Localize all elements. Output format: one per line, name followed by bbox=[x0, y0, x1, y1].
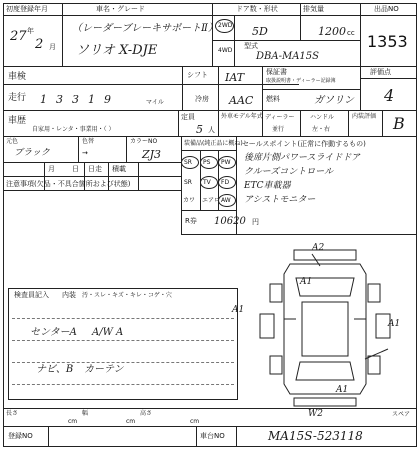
table-header-month: 月 bbox=[48, 165, 55, 173]
note-text: ナビ、B bbox=[36, 364, 74, 375]
score-value: 4 bbox=[384, 86, 395, 105]
divider bbox=[3, 15, 62, 16]
divider bbox=[62, 15, 212, 16]
divider bbox=[212, 3, 213, 66]
length-label: 長さ bbox=[6, 410, 19, 417]
front-bumper bbox=[294, 250, 356, 260]
damage-mark: W2 bbox=[308, 409, 323, 419]
note-text: カーテン bbox=[84, 364, 124, 375]
divider bbox=[62, 3, 63, 66]
equip-fd: FD bbox=[221, 179, 230, 186]
color-change-arrow: → bbox=[82, 149, 88, 157]
model-line: ソリオ X-DJE bbox=[76, 43, 158, 58]
note-text: A/W A bbox=[92, 327, 124, 338]
warranty-sub: 取扱説明書・ディーラー記録簿 bbox=[266, 78, 336, 84]
divider bbox=[181, 150, 236, 151]
drive-2wd: 2WD bbox=[218, 22, 233, 29]
damage-mark: A1 bbox=[232, 305, 245, 315]
equip-tv: TV bbox=[203, 179, 211, 186]
interior-notes-label: 内装 bbox=[62, 291, 76, 299]
inspection-label: 車検 bbox=[8, 72, 27, 82]
spare-label: スペア bbox=[392, 411, 411, 418]
height-unit: cm bbox=[190, 418, 200, 425]
table-header-run: 日走 bbox=[88, 165, 102, 173]
car-damage-diagram bbox=[250, 244, 400, 412]
shift-label: シフト bbox=[187, 71, 208, 79]
wheel-rear-right bbox=[368, 356, 380, 374]
chassis-value: MA15S-523118 bbox=[268, 429, 363, 443]
wheel-front-left bbox=[270, 284, 282, 302]
divider bbox=[3, 136, 417, 137]
sales-point-line: ETC車載器 bbox=[244, 181, 291, 191]
equip-mark bbox=[200, 176, 218, 189]
score-label: 評価点 bbox=[370, 68, 391, 76]
divider bbox=[218, 110, 219, 136]
car-body-outline bbox=[284, 264, 366, 394]
height-label: 高さ bbox=[140, 410, 153, 417]
month-mark: 月 bbox=[49, 43, 56, 51]
leader-line bbox=[365, 349, 388, 359]
lot-value: 1353 bbox=[367, 32, 408, 51]
grade-line: （レーダーブレーキサポートⅡ） bbox=[72, 23, 218, 34]
equip-pw: PW bbox=[221, 159, 231, 166]
divider bbox=[262, 89, 360, 90]
chassis-label: 車台NO bbox=[200, 432, 225, 440]
divider bbox=[348, 110, 349, 136]
sales-point-line: 後席片側パワースライドドア bbox=[244, 153, 361, 163]
interior-options: 汚・スレ・キズ・キレ・コゲ・穴 bbox=[82, 292, 172, 299]
reg-month-value: 2 bbox=[35, 37, 44, 52]
mileage-unit: マイル bbox=[146, 99, 164, 106]
side-panel-left bbox=[260, 314, 274, 338]
divider bbox=[234, 15, 235, 66]
divider bbox=[182, 66, 183, 110]
divider bbox=[78, 136, 79, 162]
sales-points-title: セールスポイント(正常に作動するもの) bbox=[242, 140, 366, 148]
capacity-label: 定員 bbox=[181, 113, 195, 121]
mileage-label: 走行 bbox=[8, 93, 27, 103]
door-label: ドア数・形状 bbox=[236, 5, 278, 13]
damage-mark: A1 bbox=[336, 385, 349, 395]
car-roof bbox=[302, 302, 348, 356]
width-label: 幅 bbox=[82, 410, 89, 417]
note-line bbox=[12, 362, 234, 363]
equip-sr: SR bbox=[184, 159, 192, 166]
equip-mark bbox=[218, 176, 236, 189]
color-original-label: 元色 bbox=[6, 138, 19, 145]
divider bbox=[218, 66, 219, 110]
divider bbox=[138, 162, 139, 190]
interior-value: B bbox=[393, 114, 405, 133]
color-code-label: カラーNO bbox=[130, 138, 158, 145]
car-name-label: 車名・グレード bbox=[96, 5, 145, 13]
divider bbox=[48, 426, 49, 447]
divider bbox=[3, 176, 181, 177]
divider bbox=[3, 162, 181, 163]
capacity-unit: 人 bbox=[208, 126, 215, 134]
history-options: 自家用・レンタ・事業用・（ ） bbox=[32, 126, 115, 133]
capacity-value: 5 bbox=[196, 123, 203, 136]
handle-sub: 左・右 bbox=[312, 126, 331, 133]
shift-value: IAT bbox=[225, 71, 245, 84]
fuel-value: ガソリン bbox=[314, 95, 354, 106]
drive-4wd: 4WD bbox=[218, 47, 233, 54]
r-ticket-value: 10620 bbox=[214, 216, 246, 227]
equip-mark bbox=[200, 156, 218, 169]
notes-title: 注意事項(欠品・不具合箇所および状態) bbox=[6, 180, 131, 188]
type-value: DBA-MA15S bbox=[256, 51, 320, 62]
dealer-label: ディーラー bbox=[265, 114, 295, 121]
equip-mark bbox=[218, 194, 236, 207]
type-label: 型式 bbox=[244, 42, 258, 50]
r-ticket-label: R券 bbox=[185, 217, 197, 225]
sales-point-line: クルーズコントロール bbox=[244, 167, 334, 177]
displacement-value: 1200 bbox=[318, 25, 346, 38]
equip-aero: エアロ bbox=[202, 197, 221, 204]
note-line bbox=[12, 340, 234, 341]
fuel-label: 燃料 bbox=[266, 95, 280, 103]
reg-year-label: 初度登録年月 bbox=[6, 5, 48, 13]
divider bbox=[262, 66, 263, 110]
reg-no-label: 登録NO bbox=[8, 432, 33, 440]
lot-label: 出品NO bbox=[374, 5, 399, 13]
import-label: 外車モデル年式 bbox=[221, 113, 263, 120]
equip-leather: カワ bbox=[183, 197, 196, 204]
handle-label: ハンドル bbox=[310, 114, 335, 121]
table-header-day: 日 bbox=[72, 165, 79, 173]
divider bbox=[3, 110, 417, 111]
divider bbox=[3, 408, 417, 409]
divider bbox=[360, 66, 361, 110]
divider bbox=[3, 66, 417, 67]
divider bbox=[196, 426, 197, 447]
inspector-label: 検査員記入 bbox=[14, 291, 49, 299]
divider bbox=[360, 78, 417, 79]
divider bbox=[300, 3, 301, 40]
mileage-value: 13319 bbox=[40, 93, 120, 106]
table-header-load: 積載 bbox=[112, 165, 126, 173]
divider bbox=[3, 426, 417, 427]
color-code-value: ZJ3 bbox=[142, 148, 162, 161]
sales-point-line: アシストモニター bbox=[244, 195, 316, 205]
width-unit: cm bbox=[126, 418, 136, 425]
divider bbox=[236, 426, 237, 447]
note-line bbox=[12, 318, 234, 319]
equip-mark bbox=[181, 156, 199, 169]
divider bbox=[360, 3, 361, 66]
warranty-label: 保証書 bbox=[266, 68, 287, 76]
note-line bbox=[12, 384, 234, 385]
divider bbox=[360, 15, 417, 16]
interior-label: 内装評価 bbox=[352, 113, 377, 120]
divider bbox=[3, 190, 181, 191]
equip-ps: PS bbox=[203, 159, 211, 166]
equipment-title: 装備品(純正品に概ね) bbox=[184, 140, 243, 147]
divider bbox=[181, 210, 236, 211]
equip-sr2: SR bbox=[184, 179, 192, 186]
damage-mark: A1 bbox=[300, 277, 313, 287]
damage-mark: A2 bbox=[312, 243, 325, 253]
rear-bumper bbox=[294, 398, 356, 406]
divider bbox=[300, 110, 301, 136]
divider bbox=[126, 136, 127, 162]
divider bbox=[178, 110, 179, 136]
length-unit: cm bbox=[68, 418, 78, 425]
displacement-unit: cc bbox=[347, 29, 355, 37]
history-label: 車歴 bbox=[8, 116, 27, 126]
divider bbox=[3, 84, 299, 85]
wheel-rear-left bbox=[270, 356, 282, 374]
color-change-label: 色替 bbox=[82, 138, 95, 145]
note-text: センターA bbox=[30, 327, 77, 338]
cooling-label: 冷房 bbox=[195, 95, 209, 103]
door-value: 5D bbox=[252, 25, 268, 38]
dealer-sub: 並行 bbox=[272, 126, 285, 133]
divider bbox=[382, 110, 383, 136]
damage-mark: A1 bbox=[388, 319, 401, 329]
equip-aw: AW bbox=[221, 197, 231, 204]
displacement-label: 排気量 bbox=[303, 5, 324, 13]
equip-mark bbox=[218, 156, 236, 169]
year-mark: 年 bbox=[27, 27, 34, 35]
car-rear-window bbox=[296, 362, 354, 380]
r-ticket-unit: 円 bbox=[252, 218, 259, 226]
wheel-front-right bbox=[368, 284, 380, 302]
divider bbox=[181, 234, 417, 235]
color-original-value: ブラック bbox=[14, 148, 50, 158]
reg-year-value: 27 bbox=[10, 29, 27, 44]
cooling-value: AAC bbox=[229, 94, 254, 107]
